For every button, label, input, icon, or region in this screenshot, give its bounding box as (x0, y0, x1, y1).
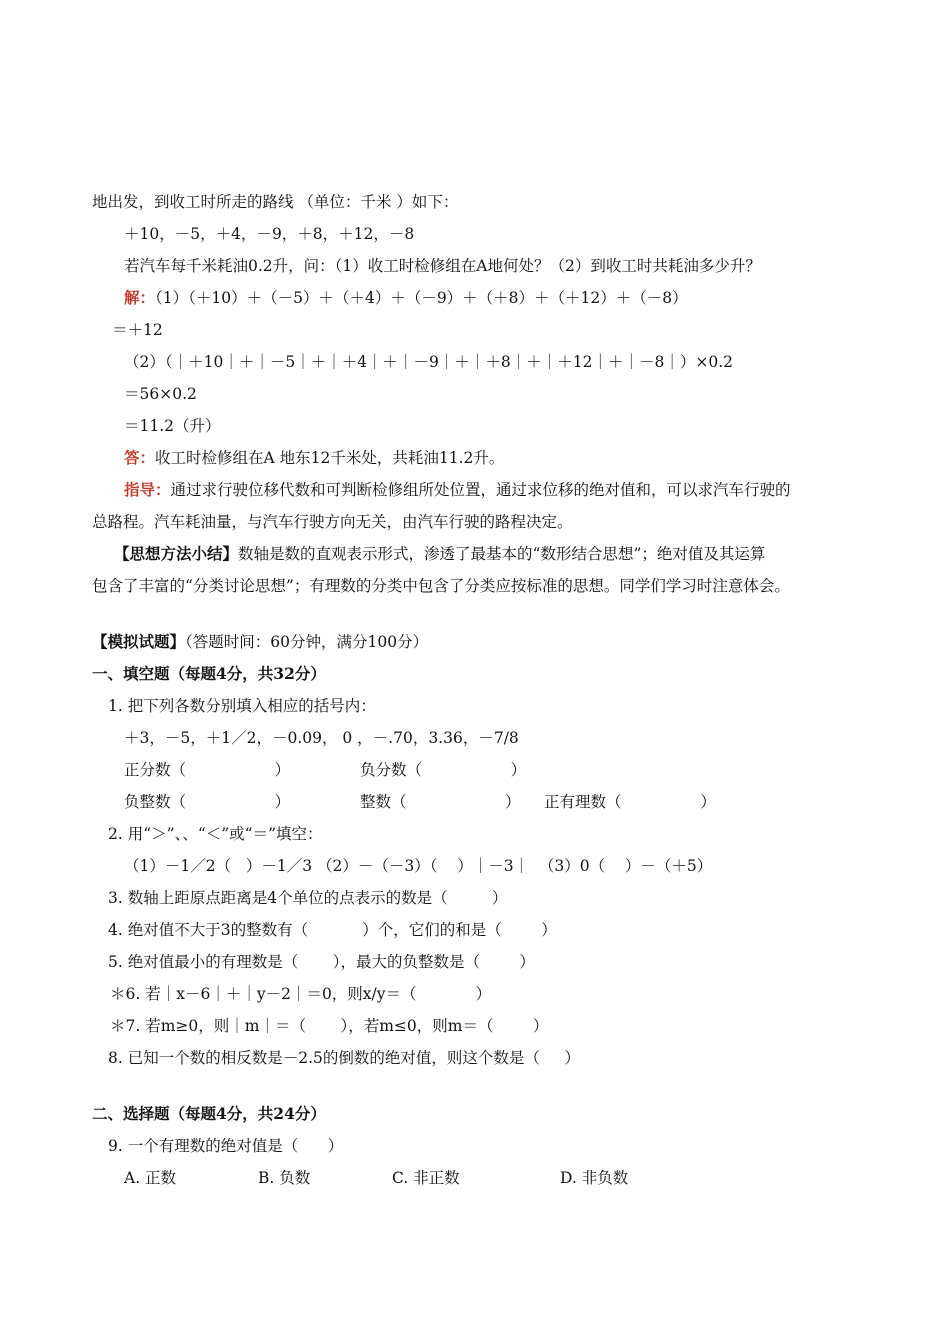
answer-text: 收工时检修组在A 地东12千米处，共耗油11.2升。 (155, 449, 505, 467)
q1-integers: 整数（ ） (360, 793, 521, 811)
question-1: 1. 把下列各数分别填入相应的括号内： (108, 697, 376, 715)
q9-option-d: D. 非负数 (560, 1169, 629, 1187)
section-fill-in: 一、填空题（每题4分，共32分） (92, 664, 326, 683)
question-6: ＊6. 若｜x－6｜＋｜y－2｜＝0，则x/y＝（ ） (110, 985, 492, 1003)
question-4: 4. 绝对值不大于3的整数有（ ）个，它们的和是（ ） (108, 921, 557, 939)
q1-positive-fractions: 正分数（ ） (124, 761, 291, 779)
example-question: 若汽车每千米耗油0.2升，问：（1）收工时检修组在A地何处？（2）到收工时共耗油多少升？ (124, 257, 761, 275)
question-2: 2. 用“＞”、、“＜”或“＝”填空： (108, 825, 323, 843)
q9-option-b: B. 负数 (258, 1169, 311, 1187)
solution-label: 解： (124, 288, 156, 307)
answer-label: 答： (124, 448, 156, 467)
solution-step-2: ＝56×0.2 (124, 385, 197, 403)
guide-line-2: 总路程。汽车耗油量，与汽车行驶方向无关，由汽车行驶的路程决定。 (92, 513, 573, 531)
q9-option-c: C. 非正数 (392, 1169, 460, 1187)
mock-test-meta: （答题时间：60分钟，满分100分） (185, 633, 429, 651)
example-route-values: ＋10，－5，＋4，－9，＋8，＋12，－8 (124, 225, 415, 243)
solution-part-1: （1）（＋10）＋（－5）＋（＋4）＋（－9）＋（＋8）＋（＋12）＋（－8） (155, 289, 688, 307)
question-5: 5. 绝对值最小的有理数是（ ），最大的负整数是（ ） (108, 953, 535, 971)
summary-label: 【思想方法小结】 (114, 544, 239, 563)
summary-line-2: 包含了丰富的“分类讨论思想”；有理数的分类中包含了分类应按标准的思想。同学们学习时注意体会。 (92, 577, 790, 595)
q1-negative-fractions: 负分数（ ） (360, 761, 527, 779)
summary-text-1: 数轴是数的直观表示形式，渗透了最基本的“数形结合思想”；绝对值及其运算 (238, 545, 766, 563)
solution-result-2: ＝11.2（升） (124, 417, 221, 435)
question-2-body: （1）－1／2（ ）－1／3 （2）－（－3）（ ）｜－3｜ （3）0（ ）－（＋5） (124, 857, 713, 875)
solution-part-2: （2）（｜＋10｜＋｜－5｜＋｜＋4｜＋｜－9｜＋｜＋8｜＋｜＋12｜＋｜－8｜）×0.2 (124, 353, 734, 371)
question-1-numbers: ＋3，－5，＋1／2，－0.09， 0 ，－.70，3.36，－7/8 (124, 729, 519, 747)
guide-text-1: 通过求行驶位移代数和可判断检修组所处位置，通过求位移的绝对值和，可以求汽车行驶的 (170, 481, 791, 499)
question-7: ＊7. 若m≥0，则｜m｜＝（ ），若m≤0，则m＝（ ） (110, 1017, 549, 1035)
answer-line (124, 448, 504, 468)
mock-test-title: 【模拟试题】 (92, 632, 186, 651)
q9-option-a: A. 正数 (124, 1169, 177, 1187)
guide-label: 指导： (124, 480, 171, 499)
guide-line-1 (124, 480, 791, 500)
mock-test-heading (92, 632, 428, 652)
solution-result-1: ＝＋12 (112, 321, 163, 339)
example-line-1: 地出发，到收工时所走的路线 （单位：千米 ）如下： (92, 193, 459, 211)
summary-line-1 (114, 544, 765, 564)
question-9: 9. 一个有理数的绝对值是（ ） (108, 1137, 344, 1155)
solution-line-1 (124, 288, 688, 308)
section-multiple-choice: 二、选择题（每题4分，共24分） (92, 1104, 326, 1123)
q1-negative-integers: 负整数（ ） (124, 793, 291, 811)
q1-positive-rationals: 正有理数（ ） (544, 793, 716, 811)
question-8: 8. 已知一个数的相反数是－2.5的倒数的绝对值，则这个数是（ ） (108, 1049, 581, 1067)
question-3: 3. 数轴上距原点距离是4个单位的点表示的数是（ ） (108, 889, 508, 907)
